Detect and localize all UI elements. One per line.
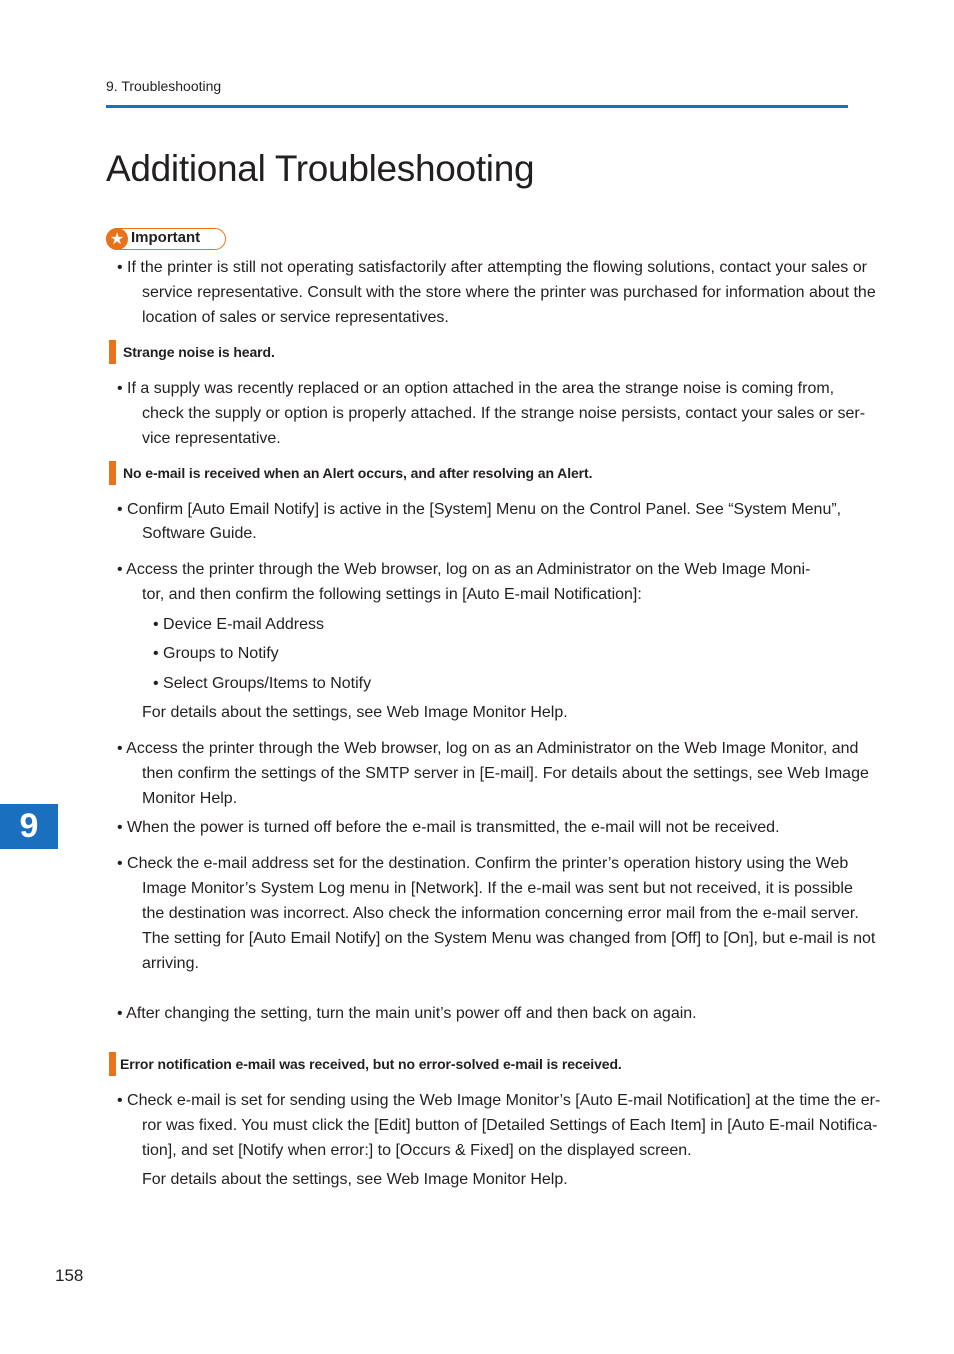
bullet-line: • Access the printer through the Web browser, log on as an Administrator on the Web Image Monitor, and	[117, 740, 859, 757]
bullet-line: then confirm the settings of the SMTP server in [E-mail]. For details about the settings, see Web Image	[142, 765, 869, 782]
bullet-line: • Access the printer through the Web browser, log on as an Administrator on the Web Image Moni-	[117, 561, 811, 578]
bullet-line: • Check the e-mail address set for the destination. Confirm the printer’s operation history using the Web	[117, 855, 849, 872]
bullet-line: Monitor Help.	[142, 790, 238, 807]
important-label: Important	[131, 229, 201, 246]
bullet-line: • Confirm [Auto Email Notify] is active in the [System] Menu on the Control Panel. See “System Menu”,	[117, 501, 842, 518]
bullet-line: • Check e-mail is set for sending using the Web Image Monitor’s [Auto E-mail Notification] at the time the er-	[117, 1092, 881, 1109]
bullet-line: • After changing the setting, turn the main unit’s power off and then back on again.	[117, 1005, 697, 1022]
bullet-line: tion], and set [Notify when error:] to [Occurs & Fixed] on the displayed screen.	[142, 1142, 692, 1159]
note-line: For details about the settings, see Web Image Monitor Help.	[142, 704, 568, 721]
section-marker	[109, 340, 116, 364]
bullet-line: Software Guide.	[142, 525, 257, 542]
sub-bullet: • Groups to Notify	[153, 645, 279, 662]
bullet-line: ror was fixed. You must click the [Edit] button of [Detailed Settings of Each Item] in [Auto E-mail Notifica-	[142, 1117, 878, 1134]
section-marker	[109, 461, 116, 485]
important-bullet-line: • If the printer is still not operating satisfactorily after attempting the flowing solutions, contact your sales or	[117, 259, 867, 276]
bullet-line: arriving.	[142, 955, 199, 972]
bullet-line: tor, and then confirm the following settings in [Auto E-mail Notification]:	[142, 586, 642, 603]
sub-bullet: • Select Groups/Items to Notify	[153, 675, 372, 692]
bullet-line: check the supply or option is properly attached. If the strange noise persists, contact your sales or ser-	[142, 405, 866, 422]
page-title: Additional Troubleshooting	[106, 148, 535, 189]
note-line: For details about the settings, see Web Image Monitor Help.	[142, 1171, 568, 1188]
section-heading: Error notification e-mail was received, but no error-solved e-mail is received.	[120, 1056, 622, 1072]
important-bullet-line: location of sales or service representatives.	[142, 309, 449, 326]
bullet-line: • When the power is turned off before the e-mail is transmitted, the e-mail will not be received.	[117, 819, 780, 836]
section-heading: Strange noise is heard.	[123, 344, 275, 360]
bullet-line: the destination was incorrect. Also check the information concerning error mail from the e-mail server.	[142, 905, 859, 922]
running-header: 9. Troubleshooting	[106, 78, 222, 94]
bullet-line: • If a supply was recently replaced or an option attached in the area the strange noise is coming from,	[117, 380, 835, 397]
bullet-line: Image Monitor’s System Log menu in [Network]. If the e-mail was sent but not received, it is possible	[142, 880, 853, 897]
bullet-line: vice representative.	[142, 430, 281, 447]
sub-bullet: • Device E-mail Address	[153, 616, 324, 633]
chapter-number: 9	[19, 807, 39, 845]
section-heading: No e-mail is received when an Alert occurs, and after resolving an Alert.	[123, 465, 593, 481]
bullet-line: The setting for [Auto Email Notify] on the System Menu was changed from [Off] to [On], but e-mail is not	[142, 930, 876, 947]
header-rule	[106, 105, 848, 108]
chapter-tab	[0, 804, 58, 849]
section-marker	[109, 1052, 116, 1076]
star-icon: ★	[106, 228, 128, 250]
important-bullet-line: service representative. Consult with the store where the printer was purchased for information about the	[142, 284, 876, 301]
page-number: 158	[55, 1266, 84, 1285]
